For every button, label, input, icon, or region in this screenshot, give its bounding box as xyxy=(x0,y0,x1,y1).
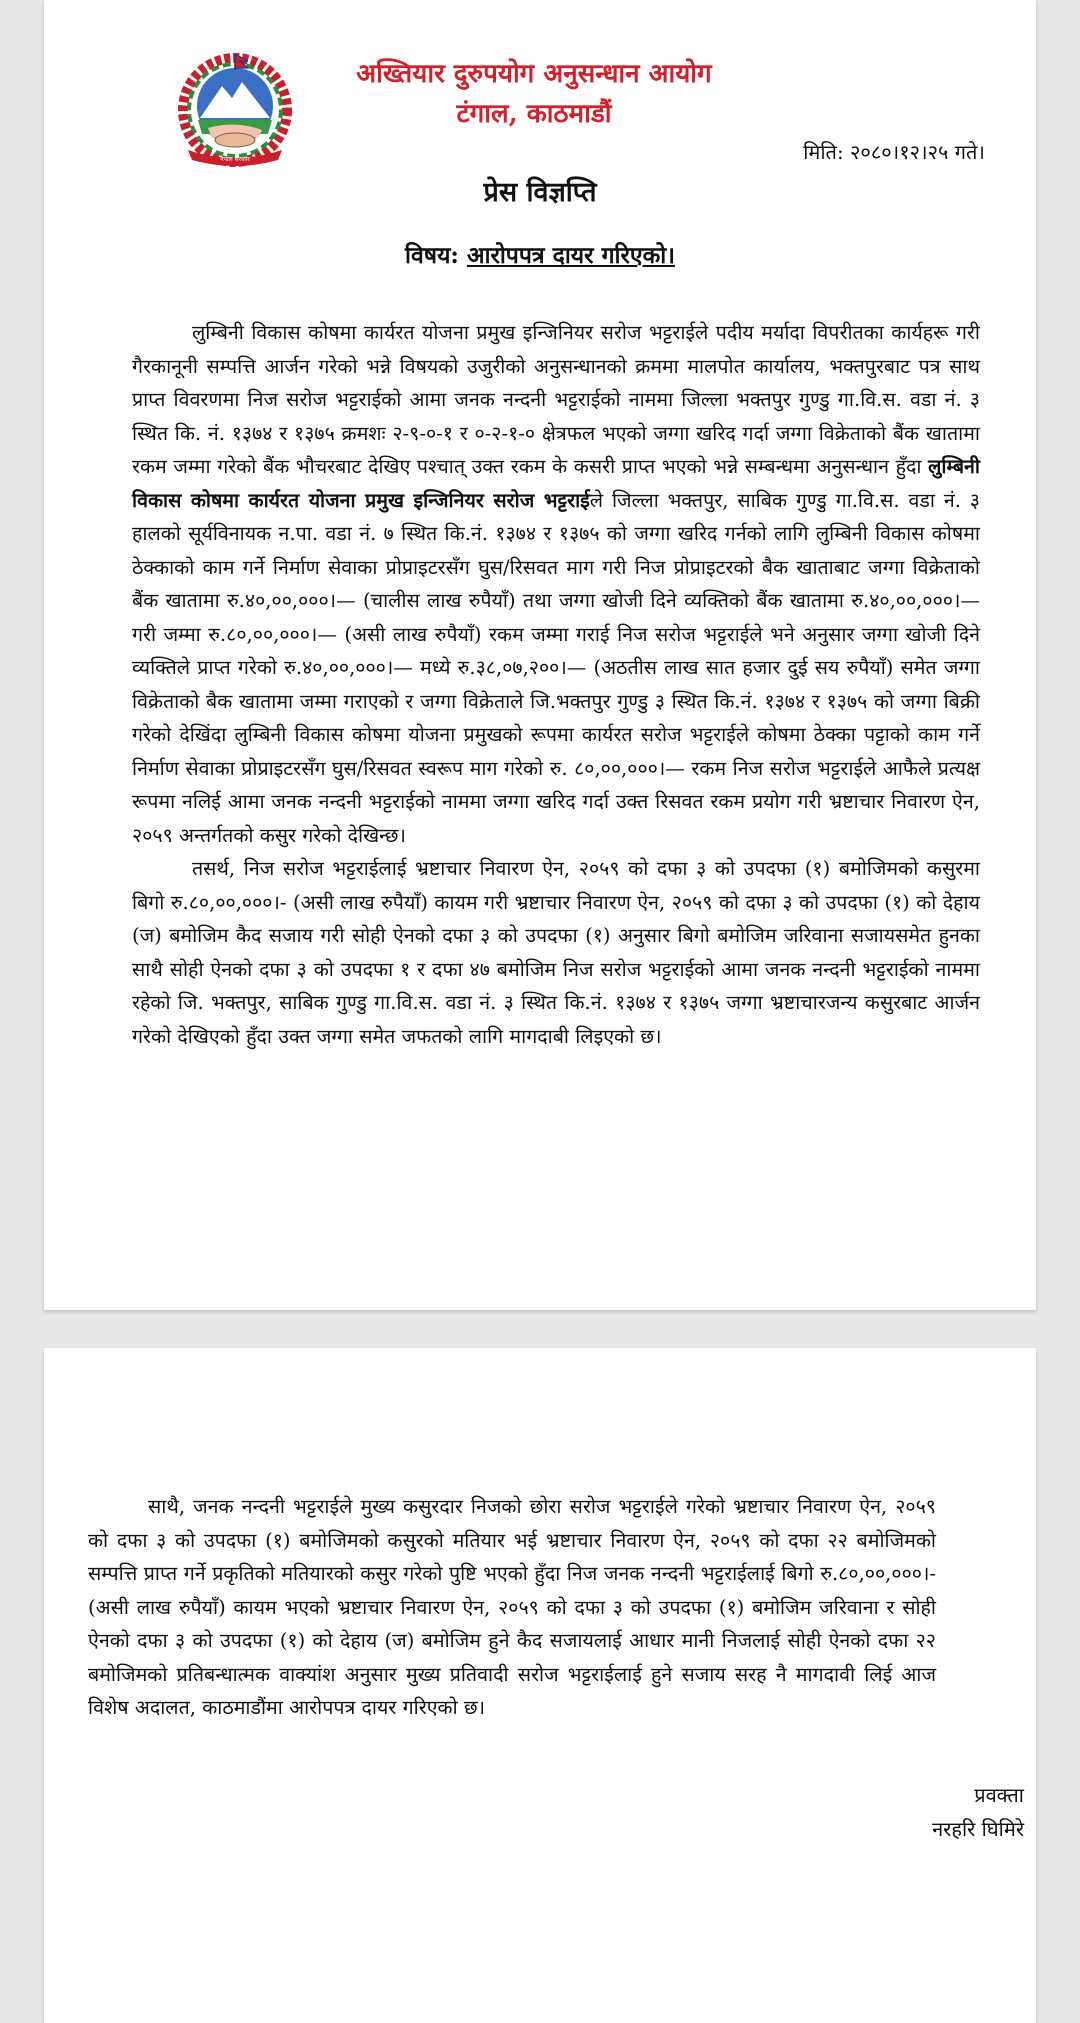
organization-title xyxy=(334,54,734,134)
signature-block xyxy=(932,1778,1024,1846)
nepal-emblem-logo xyxy=(160,48,310,168)
page1-body xyxy=(132,316,980,1053)
subject-value: आरोपपत्र दायर गरिएको। xyxy=(466,242,675,269)
paragraph-2: तसर्थ, निज सरोज भट्टराईलाई भ्रष्टाचार निवारण ऐन, २०५९ को दफा ३ को उपदफा (१) बमोजिमको कसुरमा बिगो रु.८०,००,०००।- (असी लाख रुपैयाँ) कायम गरी भ्रष्टाचार निवारण ऐन, २०५९ को दफा ३ को उपदफा (१) को देहाय (ज) बमोजिम कैद सजाय गरी सोही ऐनको दफा ३ को उपदफा (१) अनुसार बिगो बमोजिम जरिवाना सजायसमेत हुनका साथै सोही ऐनको दफा ३ को उपदफा १ र दफा ४७ बमोजिम निज सरोज भट्टराईको आमा जनक नन्दनी भट्टराईको नाममा रहेको जि. भक्तपुर, साबिक गुण्डु गा.वि.स. वडा नं. ३ स्थित कि.नं. १३७४ र १३७५ जग्गा भ्रष्टाचारजन्य कसुरबाट आर्जन गरेको देखिएको हुँदा उक्त जग्गा समेत जफतको लागि मागदाबी लिइएको छ। xyxy=(132,857,980,1048)
document-page-1 xyxy=(44,0,1036,1310)
subject-label: विषय: xyxy=(405,242,459,269)
emblem-scroll-text: नेपाल सरकार xyxy=(220,156,250,163)
page2-body xyxy=(88,1490,936,1725)
organization-name: अख्तियार दुरुपयोग अनुसन्धान आयोग xyxy=(356,59,712,89)
paragraph-3: साथै, जनक नन्दनी भट्टराईले मुख्य कसुरदार निजको छोरा सरोज भट्टराईले गरेको भ्रष्टाचार निवारण ऐन, २०५९ को दफा ३ को उपदफा (१) बमोजिमको कसुरको मतियार भई भ्रष्टाचार निवारण ऐन, २०५९ को दफा २२ बमोजिमको सम्पत्ति प्राप्त गर्ने प्रकृतिको मतियारको कसुर गरेको पुष्टि भएको हुँदा निज जनक नन्दनी भट्टराईलाई बिगो रु.८०,००,०००।- (असी लाख रुपैयाँ) कायम भएको भ्रष्टाचार निवारण ऐन, २०५९ को दफा ३ को उपदफा (१) बमोजिम जरिवाना र सोही ऐनको दफा ३ को उपदफा (१) को देहाय (ज) बमोजिम हुने कैद सजायलाई आधार मानी निजलाई सोही ऐनको दफा २२ बमोजिमको प्रतिबन्धात्मक वाक्यांश अनुसार मुख्य प्रतिवादी सरोज भट्टराईलाई हुने सजाय सरह नै मागदावी लिई आज विशेष अदालत, काठमाडौंमा आरोपपत्र दायर गरिएको छ। xyxy=(88,1495,937,1719)
paragraph-1-part-a: लुम्बिनी विकास कोषमा कार्यरत योजना प्रमुख इन्जिनियर सरोज भट्टराईले पदीय मर्यादा विपरीतका कार्यहरू गरी गैरकानूनी सम्पत्ति आर्जन गरेको भन्ने विषयको उजुरीको अनुसन्धानको क्रममा मालपोत कार्यालय, भक्तपुरबाट पत्र साथ प्राप्त विवरणमा निज सरोज भट्टराईको आमा जनक नन्दनी भट्टराईको नाममा जिल्ला भक्तपुर गुण्डु गा.वि.स. वडा नं. ३ स्थित कि. नं. १३७४ र १३७५ क्रमशः २-९-०-१ र ०-२-१-० क्षेत्रफल भएको जग्गा खरिद गर्दा जग्गा विक्रेताको बैंक खातामा रकम जम्मा गरेको बैंक भौचरबाट देखिए पश्चात् उक्त रकम के कसरी प्राप्त भएको भन्ने सम्बन्धमा अनुसन्धान हुँदा xyxy=(132,321,980,478)
document-date: मिति: २०८०।१२।२५ गते। xyxy=(803,140,985,164)
signature-role: प्रवक्ता xyxy=(974,1783,1024,1807)
signature-name: नरहरि घिमिरे xyxy=(932,1817,1024,1841)
paragraph-1 xyxy=(132,316,980,852)
subject-line xyxy=(44,238,1036,270)
press-release-title: प्रेस विज्ञप्ति xyxy=(483,177,597,208)
organization-location: टंगाल, काठमाडौं xyxy=(456,99,612,129)
paragraph-1-part-b: ले जिल्ला भक्तपुर, साबिक गुण्डु गा.वि.स. वडा नं. ३ हालको सूर्यविनायक न.पा. वडा नं. ७ स्थित कि.नं. १३७४ र १३७५ को जग्गा खरिद गर्नको लागि लुम्बिनी विकास कोषमा ठेक्काको काम गर्ने निर्माण सेवाका प्रोप्राइटरसँग घुस/रिसवत माग गरी निज प्रोप्राइटरको बैक खाताबाट जग्गा विक्रेताको बैंक खातामा रु.४०,००,०००।— (चालीस लाख रुपैयाँ) तथा जग्गा खोजी दिने व्यक्तिको बैंक खातामा रु.४०,००,०००।—गरी जम्मा रु.८०,००,०००।— (असी लाख रुपैयाँ) रकम जम्मा गराई निज सरोज भट्टराईले भने अनुसार जग्गा खोजी दिने व्यक्तिले प्राप्त गरेको रु.४०,००,०००।— मध्ये रु.३८,०७,२००।— (अठतीस लाख सात हजार दुई सय रुपैयाँ) समेत जग्गा विक्रेताको बैक खातामा जम्मा गराएको र जग्गा विक्रेताले जि.भक्तपुर गुण्डु ३ स्थित कि.नं. १३७४ र १३७५ को जग्गा बिक्री गरेको देखिंदा लुम्बिनी विकास कोषमा योजना प्रमुखको रूपमा कार्यरत सरोज भट्टराईले कोषमा ठेक्का पट्टाको काम गर्ने निर्माण सेवाका प्रोप्राइटरसँग घुस/रिसवत स्वरूप माग गरेको रु. ८०,००,०००।— रकम निज सरोज भट्टराईले आफैले प्रत्यक्ष रूपमा नलिई आमा जनक नन्दनी भट्टराईको नाममा जग्गा खरिद गर्दा उक्त रिसवत रकम प्रयोग गरी भ्रष्टाचार निवारण ऐन, २०५९ अन्तर्गतको कसुर गरेको देखिन्छ। xyxy=(132,488,981,847)
paragraph-1-bold-name: लुम्बिनी विकास कोषमा कार्यरत योजना प्रमुख इन्जिनियर सरोज भट्टराई xyxy=(132,455,980,512)
